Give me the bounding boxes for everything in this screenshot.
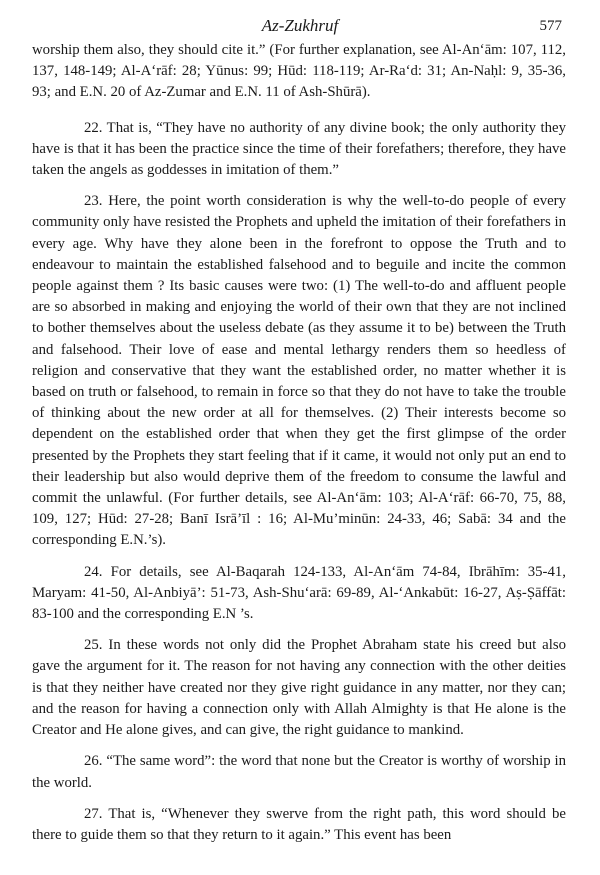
page-number: 577	[539, 18, 562, 34]
explanatory-note-27: 27. That is, “Whenever they swerve from the right path, this word should be there to guide them so that they return to it again.” This event has been	[32, 805, 566, 843]
explanatory-note-24: 24. For details, see Al-Baqarah 124-133, Al-An‘ām 74-84, Ibrāhīm: 35-41, Maryam: 41-50, Al-Anbiyā’: 51-73, Ash-Shu‘arā: 69-89, Al-‘Ankabūt: 16-27, Aṣ-Ṣāffāt: 83-100 and the corresponding E.N ’s.	[32, 563, 566, 623]
explanatory-note-22: 22. That is, “They have no authority of any divine book; the only authority they have is that it has been the practice since the time of their forefathers; therefore, they have taken the angels as goddesses in imitation of them.”	[32, 119, 566, 179]
page-header	[0, 10, 600, 40]
explanatory-note-26: 26. “The same word”: the word that none but the Creator is worthy of worship in the world.	[32, 753, 566, 791]
explanatory-note-23: 23. Here, the point worth consideration is why the well-to-do people of every community only have resisted the Prophets and upheld the imitation of their forefathers in every age. Why have they alone been in the forefront to oppose the Truth and to endeavour to maintain the established falsehood and to beguile and incite the common people against them ? Its basic causes were two: (1) The well-to-do and affluent people are so absorbed in making and enjoying the world of their own that they are not inclined to bother themselves about the useless debate (as they assume it to be) between the Truth and falsehood. Their love of ease and mental lethargy renders them so heedless of religion and conservative that they want the established order, no matter whether it is based on truth or falsehood, to remain in force so that they do not have to take the trouble of thinking about the new order at all for themselves. (2) Their interests become so dependent on the established order that when they get the first glimpse of the order presented by the Prophets they start feeling that if it came, it would not only put an end to their leadership but also would deprive them of the freedom to consume the lawful and commit the unlawful. (For further details, see Al-An‘ām: 103; Al-A‘rāf: 66-70, 75, 88, 109, 127; Hūd: 27-28; Banī Isrā’īl : 16; Al-Mu’minūn: 24-33, 46; Sabā: 34 and the corresponding E.N.’s).	[32, 193, 566, 549]
running-title: Az-Zukhruf	[261, 16, 339, 35]
page-body	[32, 40, 566, 856]
continued-paragraph: worship them also, they should cite it.” (For further explanation, see Al-An‘ām: 107, 112, 137, 148-149; Al-A‘rāf: 28; Yūnus: 99; Hūd: 118-119; Ar-Ra‘d: 31; An-Naḥl: 9, 35-36, 93; and E.N. 20 of Az-Zumar and E.N. 11 of Ash-Shūrā).	[32, 42, 566, 101]
explanatory-note-25: 25. In these words not only did the Prophet Abraham state his creed but also gave the argument for it. The reason for not having any connection with the other deities is that they neither have created nor they give right guidance in any matter, nor they can; and the reason for having a connection only with Allah Almighty is that He alone is the Creator and He alone gives, and can give, the right guidance to mankind.	[32, 637, 566, 739]
